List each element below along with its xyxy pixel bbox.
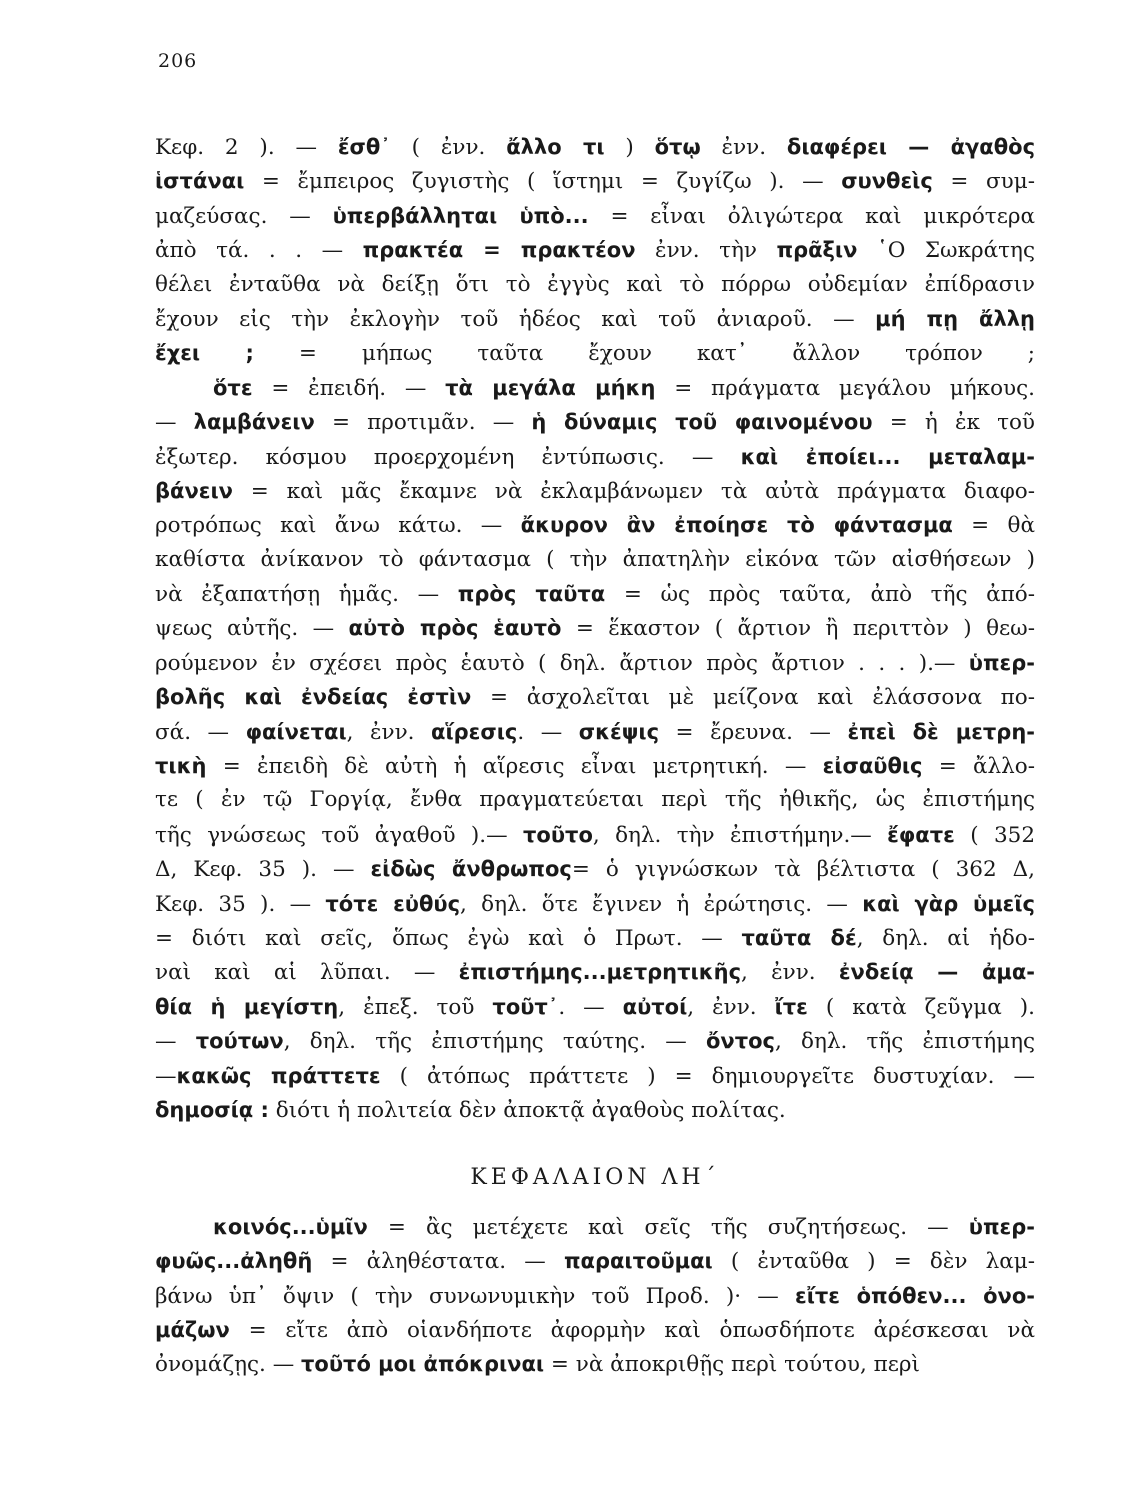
gloss-text: , ἐνν. [346,719,432,745]
lemma-term: φυῶς...ἀληθῆ [155,1249,313,1274]
lemma-term: ἄλλο τι [506,135,605,159]
lemma-term: ὑπερ- [968,1214,1035,1239]
gloss-text: = ἔρευνα. — [659,719,848,745]
page-number: 206 [158,50,198,72]
gloss-text: Δ, Κεφ. 35 ). — [155,857,371,883]
lemma-term: παραιτοῦμαι [563,1249,713,1274]
gloss-text: ὀνομάζῃς. — [155,1352,302,1378]
text-line [155,646,1035,680]
text-line [155,852,1035,886]
lemma-term: ὑπερβάλληται ὑπὸ... [332,203,589,228]
gloss-text: νὰ ἐξαπατήσῃ ἡμᾶς. — [155,582,458,608]
text-line [155,715,1035,749]
gloss-text: ) [604,135,655,160]
gloss-text: βάνω ὑπ᾽ ὄψιν ( τὴν συνωνυμικὴν τοῦ Προδ. )· — [155,1283,795,1309]
text-line [155,405,1035,439]
gloss-text: = νὰ ἀποκριθῇς περὶ τούτου, περὶ [544,1352,920,1378]
gloss-text: ἐνν. τὴν [635,238,777,264]
gloss-text: = ὁ γιγνώσκων τὰ βέλτιστα ( 362 Δ, [571,857,1035,883]
gloss-text: = ἔμπειρος ζυγιστὴς ( ἵστημι = ζυγίζω ). — [244,169,842,195]
text-line [155,1093,1035,1127]
lemma-term: ἔφατε [887,822,955,847]
lemma-term: ἔχει ; [155,341,254,366]
lemma-term: συνθεὶς [841,169,933,194]
lemma-term: βολῆς καὶ ἐνδείας ἐστὶν [155,685,472,710]
lemma-term: ἱστάναι [155,169,245,194]
lemma-term: τότε εὐθύς [325,891,461,916]
text-line [155,336,1035,370]
text-line [155,268,1035,302]
text-line [155,130,1035,164]
text-line [155,749,1035,783]
gloss-text: ψεως αὐτῆς. — [155,616,349,642]
lemma-term: ὅτε [213,375,253,400]
gloss-text: ἐξωτερ. κόσμου προερχομένη ἐντύπωσις. — [155,444,741,470]
lemma-term: καὶ γὰρ ὑμεῖς [862,891,1035,916]
lemma-term: κακῶς πράττετε [176,1063,381,1088]
lemma-term: τοῦτο [523,822,593,847]
gloss-text: ροτρόπως καὶ ἄνω κάτω. — [155,513,521,539]
text-line [155,818,1035,852]
gloss-text: = ἕκαστον ( ἄρτιον ἢ περιττὸν ) θεω- [561,616,1035,642]
text-line [155,1313,1035,1347]
commentary-text [155,130,1035,1382]
gloss-text: , ἐνν. [687,994,775,1020]
lemma-term: σκέψις [578,719,660,744]
lemma-term: ὅτῳ [654,135,701,159]
gloss-text: καθίστα ἀνίκανον τὸ φάντασμα ( τὴν ἀπατηλὴν εἰκόνα τῶν αἰσθήσεων ) [155,546,1035,572]
lemma-term: εἰδὼς ἄνθρωπος [370,857,572,882]
chapter-heading: ΚΕΦΑΛΑΙΟΝ ΛΗ΄ [470,1165,720,1191]
gloss-text: ( ἐνν. [390,135,507,160]
gloss-text: — [155,1063,177,1089]
gloss-text: = ὡς πρὸς ταῦτα, ἀπὸ τῆς ἀπό- [605,582,1035,608]
gloss-text: = ἀληθέστατα. — [312,1249,564,1275]
lemma-term: αἵρεσις [431,719,518,744]
gloss-text: ἔχουν εἰς τὴν ἐκλογὴν τοῦ ἡδέος καὶ τοῦ ἀνιαροῦ. — [155,306,876,332]
text-line [155,302,1035,336]
lemma-term: ἐνδείᾳ — ἀμα- [838,960,1035,985]
gloss-text: = θὰ [952,513,1035,539]
lemma-term: βάνειν [155,478,233,503]
gloss-text: , ἐπεξ. τοῦ [338,994,493,1020]
lemma-term: αὐτοί [622,994,688,1019]
gloss-text: = ἡ ἐκ τοῦ [872,410,1035,436]
lemma-term: καὶ ἐποίει... μεταλαμ- [740,444,1035,469]
lemma-term: δημοσίᾳ : [155,1097,269,1122]
text-line [155,577,1035,611]
text-line [155,474,1035,508]
gloss-text: , δηλ. τῆς ἐπιστήμης ταύτης. — [283,1029,706,1055]
lemma-term: ἄκυρον ἂν ἐποίησε τὸ φάντασμα [520,513,953,538]
gloss-text: , δηλ. τὴν ἐπιστήμην.— [592,822,888,848]
gloss-text: = μήπως ταῦτα ἔχουν κατ᾽ ἄλλον τρόπον ; [253,341,1035,367]
lemma-term: εἴτε ὁπόθεν... ὀνο- [795,1283,1035,1308]
text-line [155,199,1035,233]
lemma-term: μάζων [155,1317,230,1342]
text-line [155,508,1035,542]
lemma-term: ὄντος [705,1029,775,1054]
text-line [155,1059,1035,1093]
text-line [155,371,1035,405]
gloss-text: = καὶ μᾶς ἔκαμνε νὰ ἐκλαμβάνωμεν τὰ αὐτὰ πράγματα διαφο- [232,478,1035,504]
gloss-text: ναὶ καὶ αἱ λῦπαι. — [155,960,459,986]
lemma-term: τοῦτ᾽ [492,994,559,1019]
lemma-term: διαφέρει — ἀγαθὸς [786,135,1035,159]
gloss-text: ( ἀτόπως πράττετε ) = δημιουργεῖτε δυστυχίαν. — [380,1063,1035,1089]
text-line [155,1024,1035,1058]
lemma-term: ἔσθ᾽ [337,135,391,159]
text-line [155,921,1035,955]
gloss-text: μαζεύσας. — [155,203,333,229]
lemma-term: τὰ μεγάλα μήκη [445,375,656,400]
gloss-text: = ἂς μετέχετε καὶ σεῖς τῆς συζητήσεως. — [367,1214,969,1240]
gloss-text: = συμ- [932,169,1035,195]
text-line [155,1244,1035,1278]
gloss-text: Κεφ. 35 ). — [155,891,326,917]
text-line [155,233,1035,267]
gloss-text: ( 352 [954,822,1035,848]
lemma-term: ἴτε [774,994,808,1019]
gloss-text: τε ( ἐν τῷ Γοργίᾳ, ἔνθα πραγματεύεται περὶ τῆς ἠθικῆς, ὡς ἐπιστήμης [155,787,1035,813]
gloss-text: = διότι καὶ σεῖς, ὅπως ἐγὼ καὶ ὁ Πρωτ. — [155,925,742,951]
gloss-text: , δηλ. ὅτε ἔγινεν ἡ ἐρώτησις. — [460,891,863,917]
gloss-text: = ἀσχολεῖται μὲ μείζονα καὶ ἐλάσσονα πο- [471,685,1035,711]
lemma-term: τικὴ [155,754,207,779]
gloss-text: ῾Ο Σωκράτης [857,238,1035,264]
gloss-text: . — [558,994,623,1020]
text-line [155,887,1035,921]
lemma-term: τοῦτό μοι ἀπόκριναι [301,1352,545,1377]
lemma-term: πρᾶξιν [776,238,858,263]
gloss-text: ἀπὸ τά. . . — [155,238,363,264]
lemma-term: πρακτέα = πρακτέον [362,238,636,263]
lemma-term: ἐπεὶ δὲ μετρη- [847,719,1035,744]
text-line [155,611,1035,645]
gloss-text: ( κατὰ ζεῦγμα ). [807,994,1035,1020]
text-line [155,955,1035,989]
lemma-term: τούτων [195,1029,284,1054]
gloss-text: = προτιμᾶν. — [314,410,532,436]
gloss-text: σά. — [155,719,246,745]
lemma-term: φαίνεται [245,719,347,744]
gloss-text: — [155,1029,196,1055]
lemma-term: μή πῃ ἄλλῃ [875,306,1035,331]
lemma-term: λαμβάνειν [193,410,315,435]
lemma-term: κοινός...ὑμῖν [213,1214,368,1239]
gloss-text: Κεφ. 2 ). — [155,135,338,160]
gloss-text: τῆς γνώσεως τοῦ ἀγαθοῦ ).— [155,822,524,848]
gloss-text: θέλει ἐνταῦθα νὰ δείξῃ ὅτι τὸ ἐγγὺς καὶ τὸ πόρρω οὐδεμίαν ἐπίδρασιν [155,271,1035,297]
gloss-text: , δηλ. αἱ ἡδο- [856,925,1035,951]
text-line [155,990,1035,1024]
gloss-text: = εἶναι ὀλιγώτερα καὶ μικρότερα [588,203,1035,229]
text-line [155,1210,1035,1244]
gloss-text: ( ἐνταῦθα ) = δὲν λαμ- [712,1249,1035,1275]
gloss-text: . — [517,719,579,745]
text-line [155,680,1035,714]
lemma-term: ἐπιστήμης...μετρητικῆς [458,960,742,985]
gloss-text: , δηλ. τῆς ἐπιστήμης [774,1029,1035,1055]
text-line [155,164,1035,198]
lemma-term: θία ἡ μεγίστη [155,994,339,1019]
gloss-text: — [155,410,194,436]
gloss-text: ἐνν. [700,135,787,160]
text-line [155,783,1035,817]
gloss-text: διότι ἡ πολιτεία δὲν ἀποκτᾷ ἀγαθοὺς πολίτας. [268,1097,786,1123]
gloss-text: = ἐπειδή. — [252,375,446,401]
gloss-text: = ἐπειδὴ δὲ αὐτὴ ἡ αἵρεσις εἶναι μετρητική. — [206,754,823,780]
lemma-term: πρὸς ταῦτα [457,582,606,607]
lemma-term: ἡ δύναμις τοῦ φαινομένου [531,410,873,435]
lemma-term: ταῦτα δέ [741,925,857,950]
lemma-term: εἰσαῦθις [822,754,923,779]
text-line [155,440,1035,474]
text-line [155,1347,1035,1381]
gloss-text: , ἐνν. [741,960,839,986]
lemma-term: αὐτὸ πρὸς ἑαυτὸ [348,616,562,641]
gloss-text: = ἄλλο- [922,754,1035,780]
text-line [155,1279,1035,1313]
gloss-text: = εἴτε ἀπὸ οἱανδήποτε ἀφορμὴν καὶ ὁπωσδήποτε ἀρέσκεσαι νὰ [229,1317,1035,1343]
gloss-text: ρούμενον ἐν σχέσει πρὸς ἑαυτὸ ( δηλ. ἄρτιον πρὸς ἄρτιον . . . ).— [155,650,969,676]
text-line [155,543,1035,577]
gloss-text: = πράγματα μεγάλου μήκους. [655,375,1035,401]
lemma-term: ὑπερ- [968,650,1035,675]
